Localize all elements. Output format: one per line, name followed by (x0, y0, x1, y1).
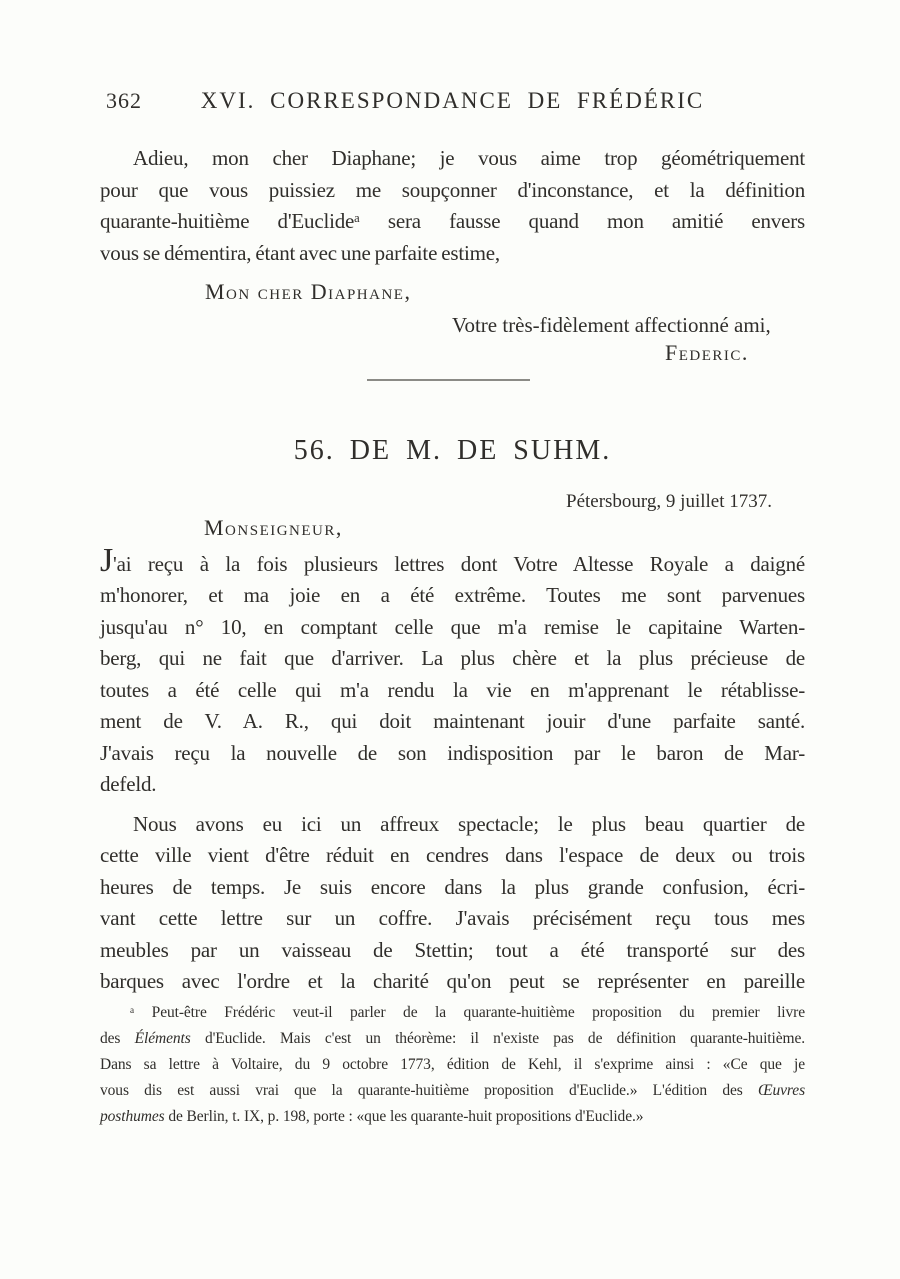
text-line: quarante-huitième d'Euclideᵃ sera fausse quand mon amitié envers (100, 209, 805, 233)
section-divider (367, 379, 530, 381)
text-line: J'avais reçu la nouvelle de son indisposition par le baron de Mar- (100, 740, 805, 765)
text-line: heures de temps. Je suis encore dans la plus grande confusion, écri- (100, 874, 805, 899)
paragraph-letter-end (100, 143, 805, 269)
text-line: toutes a été celle qui m'a rendu la vie en m'apprenant le rétablisse- (100, 677, 805, 702)
page-number: 362 (106, 88, 142, 113)
text-line: vous se démentira, étant avec une parfaite estime, (100, 240, 500, 265)
text-segment: 'ai reçu à la fois plusieurs lettres dont Votre Altesse Royale a daigné (113, 551, 805, 576)
text-line: berg, qui ne fait que d'arriver. La plus chère et la plus précieuse de (100, 646, 805, 670)
text-line (100, 541, 805, 581)
footnote-line (100, 1104, 805, 1130)
page-header (100, 88, 805, 114)
letter-salutation: Mon cher Diaphane, (205, 279, 412, 304)
letter-valediction: Votre très-fidèlement affectionné ami, (452, 313, 771, 337)
text-line: Adieu, mon cher Diaphane; je vous aime trop géométriquement (133, 146, 805, 170)
section-heading: 56. DE M. DE SUHM. (293, 434, 612, 466)
text-segment: des (100, 1029, 135, 1047)
text-segment: de Berlin, t. IX, p. 198, porte : «que les quarante-huit propositions d'Euclide.» (164, 1107, 644, 1125)
text-line: m'honorer, et ma joie en a été extrême. Toutes me sont parvenues (100, 583, 805, 607)
text-line: ment de V. A. R., qui doit maintenant jouir d'une parfaite santé. (100, 709, 805, 733)
text-segment: d'Euclide. Mais c'est un théorème: il n'existe pas de définition quarante-huitième. (190, 1029, 805, 1047)
italic-text: Éléments (134, 1029, 191, 1047)
text-segment: vous dis est aussi vrai que la quarante-huitième proposition d'Euclide.» L'édition des (100, 1081, 758, 1099)
drop-initial: J (100, 541, 114, 579)
paragraph-body-1 (100, 541, 805, 801)
footnote-line: Dans sa lettre à Voltaire, du 9 octobre 1773, édition de Kehl, il s'exprime ainsi : «Ce que je (100, 1055, 805, 1073)
footnote (100, 1000, 805, 1130)
footnote-line: ᵃ Peut-être Frédéric veut-il parler de la quarante-huitième proposition du premier livre (130, 1003, 805, 1021)
text-line: defeld. (100, 772, 157, 796)
text-line: cette ville vient d'être réduit en cendres dans l'espace de deux ou trois (100, 843, 805, 867)
footnote-line (100, 1026, 805, 1052)
text-line: vant cette lettre sur un coffre. J'avais précisément reçu tous mes (100, 906, 805, 930)
text-line: pour que vous puissiez me soupçonner d'inconstance, et la définition (100, 177, 805, 202)
running-title: XVI. CORRESPONDANCE DE FRÉDÉRIC (200, 88, 705, 113)
letter-salutation: Monseigneur, (204, 514, 343, 540)
letter-dateline: Pétersbourg, 9 juillet 1737. (566, 490, 772, 512)
footnote-line (100, 1078, 805, 1104)
italic-text: posthumes (100, 1107, 165, 1125)
paragraph-body-2 (100, 809, 805, 998)
text-line: Nous avons eu ici un affreux spectacle; le plus beau quartier de (133, 811, 805, 836)
italic-text: Œuvres (757, 1081, 805, 1099)
text-line: jusqu'au n° 10, en comptant celle que m'a remise le capitaine Warten- (100, 614, 805, 639)
letter-signature: Federic. (665, 340, 749, 365)
text-line: meubles par un vaisseau de Stettin; tout a été transporté sur des (100, 937, 805, 962)
text-line: barques avec l'ordre et la charité qu'on peut se représenter en pareille (100, 969, 805, 993)
